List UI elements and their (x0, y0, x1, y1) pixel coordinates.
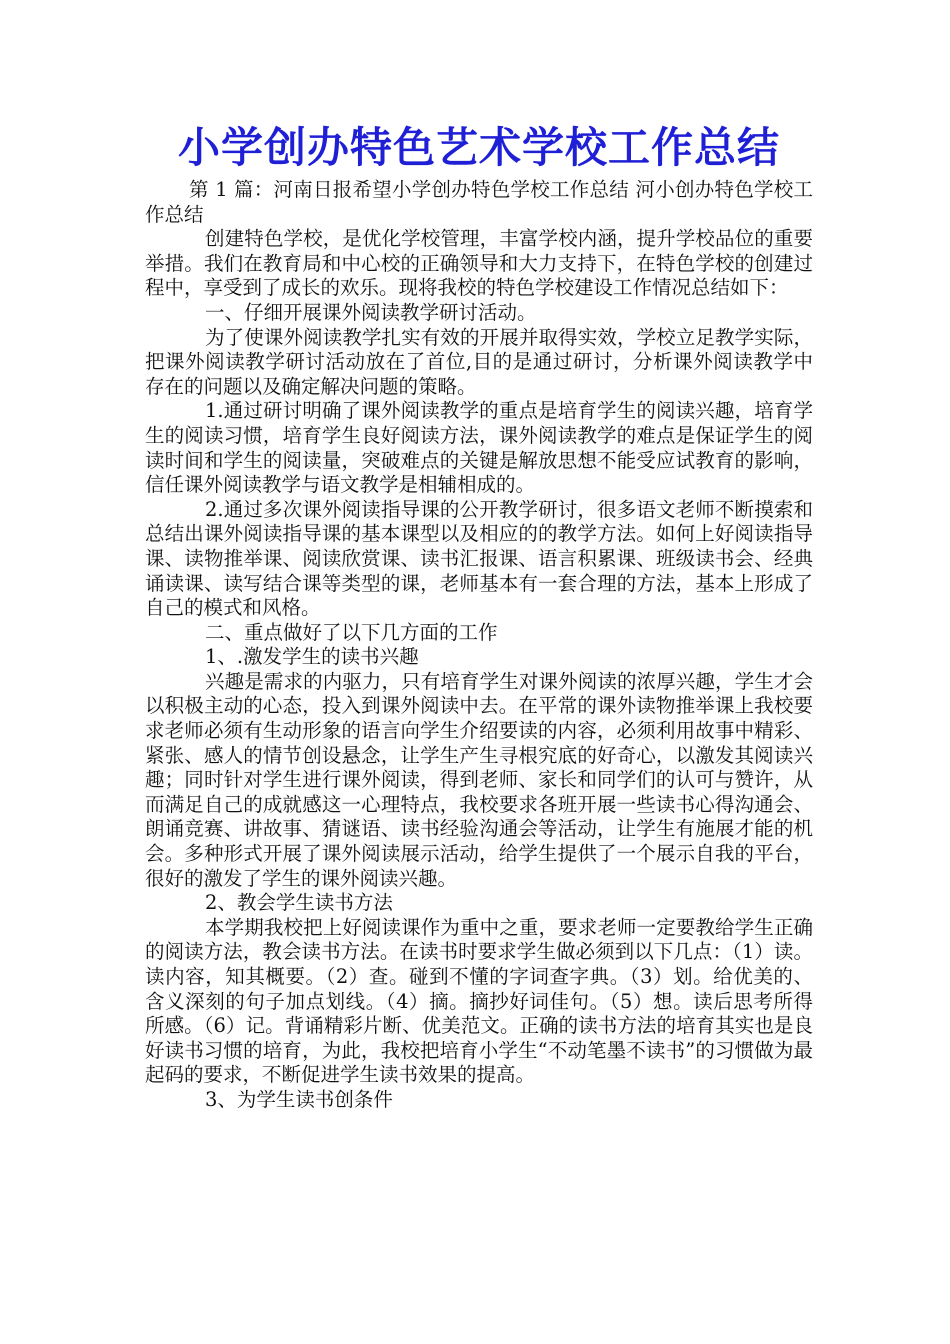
body-paragraph: 创建特色学校，是优化学校管理，丰富学校内涵，提升学校品位的重要举措。我们在教育局和中心校的正确领导和大力支持下，在特色学校的创建过程中，享受到了成长的欢乐。现将我校的特色学校建设工作情况总结如下： (145, 227, 813, 300)
body-paragraph: 本学期我校把上好阅读课作为重中之重，要求老师一定要教给学生正确的阅读方法，教会读书方法。在读书时要求学生做必须到以下几点：（1）读。读内容，知其概要。（2）查。碰到不懂的字词查字典。（3）划。给优美的、含义深刻的句子加点划线。（4）摘。摘抄好词佳句。（5）想。读后思考所得所感。（6）记。背诵精彩片断、优美范文。正确的读书方法的培育其实也是良好读书习惯的培育，为此，我校把培育小学生“不动笔墨不读书”的习惯做为最起码的要求，不断促进学生读书效果的提高。 (145, 915, 813, 1087)
document-page (145, 118, 813, 1113)
body-paragraph: 1.通过研讨明确了课外阅读教学的重点是培育学生的阅读兴趣，培育学生的阅读习惯，培育学生良好阅读方法，课外阅读教学的难点是保证学生的阅读时间和学生的阅读量，突破难点的关键是解放思想不能受应试教育的影响，信任课外阅读教学与语文教学是相辅相成的。 (145, 399, 813, 497)
section-heading: 3、为学生读书创条件 (205, 1087, 393, 1111)
document-body (145, 178, 813, 1113)
body-paragraph: 兴趣是需求的内驱力，只有培育学生对课外阅读的浓厚兴趣，学生才会以积极主动的心态，投入到课外阅读中去。在平常的课外读物推举课上我校要求老师必须有生动形象的语言向学生介绍要读的内容，必须利用故事中精彩、紧张、感人的情节创设悬念，让学生产生寻根究底的好奇心，以激发其阅读兴趣；同时针对学生进行课外阅读，得到老师、家长和同学们的认可与赞许，从而满足自己的成就感这一心理特点，我校要求各班开展一些读书心得沟通会、朗诵竞赛、讲故事、猜谜语、读书经验沟通会等活动，让学生有施展才能的机会。多种形式开展了课外阅读展示活动，给学生提供了一个展示自我的平台，很好的激发了学生的课外阅读兴趣。 (145, 669, 813, 890)
body-paragraph: 2.通过多次课外阅读指导课的公开教学研讨，很多语文老师不断摸索和总结出课外阅读指导课的基本课型以及相应的的教学方法。如何上好阅读指导课、读物推举课、阅读欣赏课、读书汇报课、语言积累课、班级读书会、经典诵读课、读写结合课等类型的课，老师基本有一套合理的方法，基本上形成了自己的模式和风格。 (145, 497, 813, 620)
section-heading: 2、教会学生读书方法 (205, 891, 393, 915)
body-paragraph: 第 1 篇：河南日报希望小学创办特色学校工作总结 河小创办特色学校工作总结 (145, 178, 813, 226)
section-heading: 1、.激发学生的读书兴趣 (205, 645, 419, 669)
section-heading: 一、仔细开展课外阅读教学研讨活动。 (205, 300, 537, 324)
document-title: 小学创办特色艺术学校工作总结 (177, 123, 780, 172)
body-paragraph: 为了使课外阅读教学扎实有效的开展并取得实效，学校立足教学实际，把课外阅读教学研讨活动放在了首位,目的是通过研讨，分析课外阅读教学中存在的问题以及确定解决问题的策略。 (145, 325, 813, 398)
section-heading: 二、重点做好了以下几方面的工作 (205, 620, 498, 644)
